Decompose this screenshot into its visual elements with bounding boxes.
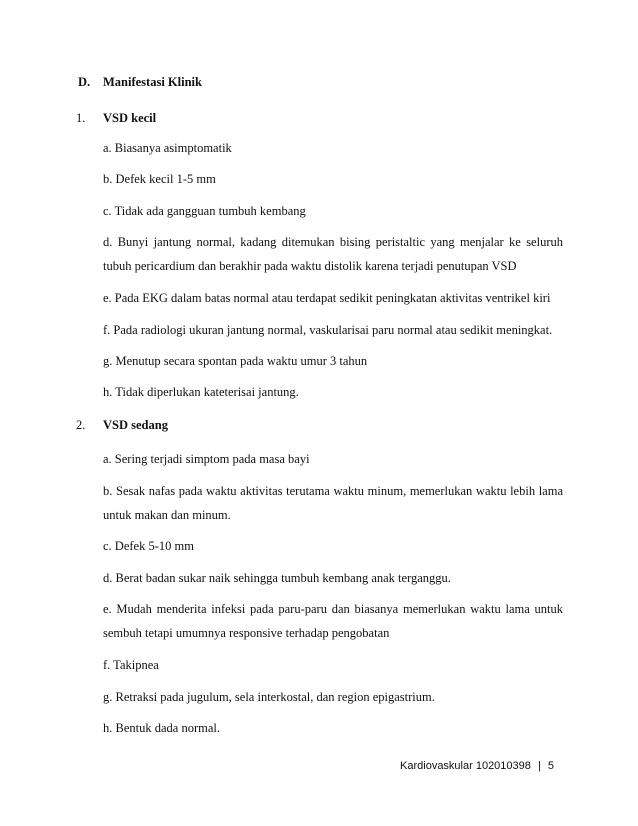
group-1-item-b: b. Defek kecil 1-5 mm [103,172,216,186]
footer-text: Kardiovaskular 102010398 [400,760,531,772]
group-2-item-e-line2: sembuh tetapi umumnya responsive terhadap pengobatan [103,626,390,640]
page-footer [400,760,554,772]
group-1-number: 1. [76,111,86,125]
group-1-item-a: a. Biasanya asimptomatik [103,141,232,155]
group-2-item-c: c. Defek 5-10 mm [103,539,194,553]
group-2-item-f: f. Takipnea [103,658,159,672]
group-2-item-h: h. Bentuk dada normal. [103,721,220,735]
section-label: D. [78,75,91,89]
group-1-title: VSD kecil [103,111,157,125]
group-2-item-g: g. Retraksi pada jugulum, sela interkostal, dan region epigastrium. [103,690,435,704]
footer-separator: | [537,760,541,772]
group-1-item-c: c. Tidak ada gangguan tumbuh kembang [103,204,306,218]
group-1-item-g: g. Menutup secara spontan pada waktu umur 3 tahun [103,354,368,368]
group-2-item-e-line1: e. Mudah menderita infeksi pada paru-paru dan biasanya memerlukan waktu lama untuk [103,602,563,616]
group-1-item-f: f. Pada radiologi ukuran jantung normal, vaskularisai paru normal atau sedikit meningkat. [103,323,553,337]
group-2-number: 2. [76,418,86,432]
page-number: 5 [547,760,554,772]
group-1-item-d-line2: tubuh pericardium dan berakhir pada waktu distolik karena terjadi penutupan VSD [103,259,517,273]
group-1-item-d-line1: d. Bunyi jantung normal, kadang ditemukan bising peristaltic yang menjalar ke seluruh [103,235,563,249]
group-2-item-d: d. Berat badan sukar naik sehingga tumbuh kembang anak terganggu. [103,571,451,585]
group-2-item-b-line1: b. Sesak nafas pada waktu aktivitas terutama waktu minum, memerlukan waktu lebih lama [103,484,563,498]
group-2-item-a: a. Sering terjadi simptom pada masa bayi [103,452,310,466]
group-2-item-b-line2: untuk makan dan minum. [103,508,231,522]
group-1-item-h: h. Tidak diperlukan kateterisai jantung. [103,385,299,399]
section-title: Manifestasi Klinik [103,75,202,89]
group-2-title: VSD sedang [103,418,168,432]
group-1-item-e: e. Pada EKG dalam batas normal atau terdapat sedikit peningkatan aktivitas ventrikel kiri [103,291,551,305]
